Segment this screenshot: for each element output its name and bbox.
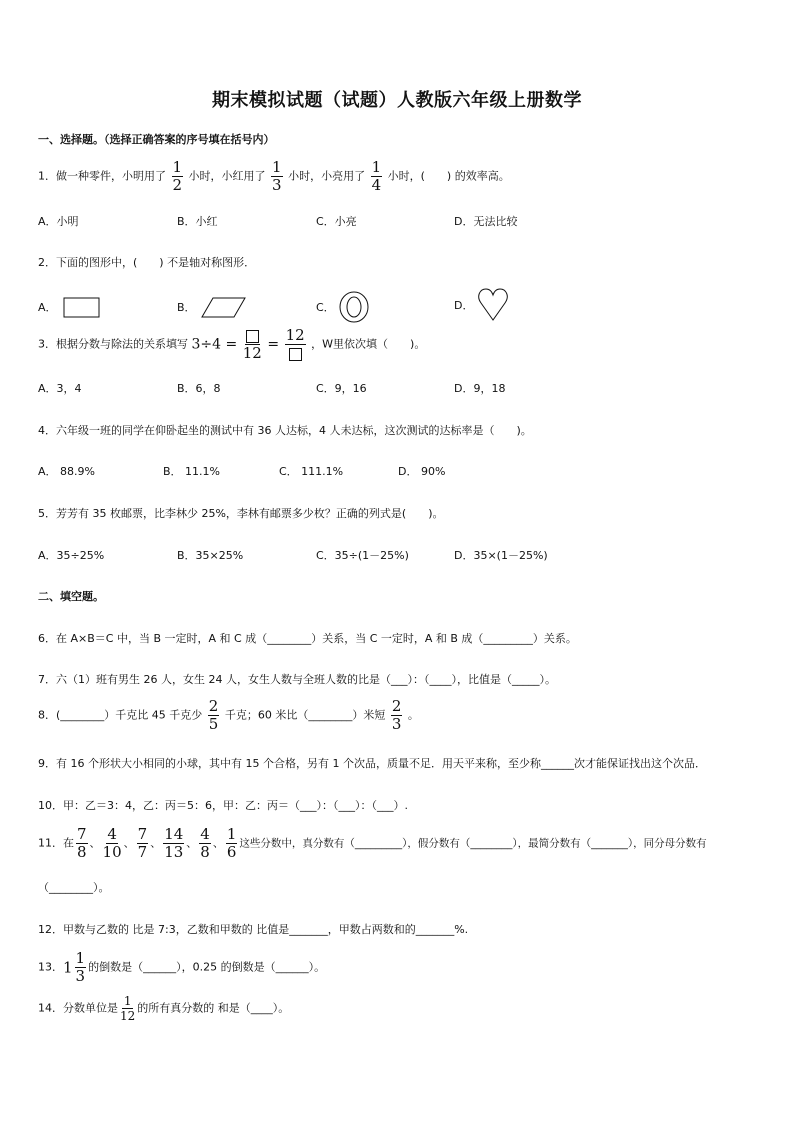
q1-fraction-2: $\frac{1}{3}$ [272,158,282,194]
q5-option-b: B．35×25% [177,549,244,562]
q8-fraction-2: $\frac{2}{3}$ [391,697,402,733]
question-1 [38,160,510,193]
q11-text-b: 这些分数中，真分数有（_________），假分数有（________），最简分数有（_______），同分母分数有 [239,837,707,850]
q8-text-b: 千克；60 米比（________）米短 [224,708,386,722]
question-5: 5．芳芳有 35 枚邮票，比李林少 25%，李林有邮票多少枚？正确的列式是( )。 [38,507,444,520]
q13-fraction: $\frac{1}{3}$ [75,949,86,985]
q3-option-d: D．9，18 [454,382,506,395]
q1-fraction-3: $\frac{1}{4}$ [371,158,382,194]
question-11-continued: （________）。 [38,881,110,894]
q8-text-c: 。 [407,708,419,722]
page-title: 期末模拟试题（试题）人教版六年级上册数学 [212,90,582,111]
q11-separator: 、 [186,836,198,850]
q13-mixed-whole: 1 [63,958,73,977]
q1-fraction-1: $\frac{1}{2}$ [172,158,183,194]
q14-fraction: $\frac{1}{12}$ [120,994,136,1023]
q1-option-d: D．无法比较 [454,215,518,228]
q2-option-b [177,296,247,320]
q13-text-b: 的倒数是（______），0.25 的倒数是（______）。 [88,960,326,974]
q3-text-b: ，W里依次填（ )。 [311,337,426,351]
q3-expression: 3÷4 = [191,336,238,353]
q11-fraction-5: $\frac{4}{8}$ [200,825,210,861]
q5-option-d: D．35×(1－25%) [454,549,548,562]
q11-fraction-6: $\frac{1}{6}$ [226,825,237,861]
question-11 [38,827,707,860]
question-2: 2．下面的图形中，( ) 不是轴对称图形． [38,256,256,269]
question-3 [38,328,425,361]
blank-box-icon [246,330,259,343]
q11-fraction-4: $\frac{14}{13}$ [164,825,184,861]
heart-icon [477,287,509,323]
q2-option-d-label: D． [454,299,474,312]
q14-text-a: 14．分数单位是 [38,1001,118,1015]
q5-option-a: A．35÷25% [38,549,105,562]
q11-fraction-3: $\frac{7}{7}$ [137,825,148,861]
q2-option-a [38,296,102,320]
q3-fraction-1: 12 [243,328,262,361]
q11-fraction-2: $\frac{4}{10}$ [102,825,122,861]
q4-option-b: B． 11.1% [163,465,220,478]
question-10: 10．甲：乙＝3：4，乙：丙＝5：6，甲：乙：丙＝（___）：（___）：（___）. [38,799,408,812]
blank-box-icon [289,348,302,361]
q1-option-c: C．小亮 [316,215,357,228]
question-4: 4．六年级一班的同学在仰卧起坐的测试中有 36 人达标，4 人未达标，这次测试的达标率是（ )。 [38,424,532,437]
q1-option-b: B．小红 [177,215,218,228]
section-heading-choice: 一、选择题。（选择正确答案的序号填在括号内） [38,133,275,146]
q14-text-b: 的所有真分数的 和是（____）。 [137,1001,290,1015]
q3-text-a: 3．根据分数与除法的关系填写 [38,337,188,351]
q1-text-d: 小时，( ) 的效率高。 [387,169,510,183]
q3-fraction-2: 12 [285,328,306,361]
q2-option-d [454,287,509,323]
question-8 [38,699,419,732]
parallelogram-icon [201,296,247,320]
q11-separator: 、 [89,836,101,850]
q13-text-a: 13． [38,960,63,974]
q11-separator: 、 [150,836,162,850]
q2-option-a-label: A． [38,301,57,314]
q3-equals: = [267,336,280,353]
q3-option-b: B．6，8 [177,382,221,395]
question-7: 7．六（1）班有男生 26 人，女生 24 人，女生人数与全班人数的比是（___）：（____），比值是（_____）。 [38,673,556,686]
question-9: 9．有 16 个形状大小相同的小球，其中有 15 个合格，另有 1 个次品，质量不足．用天平来称，至少称______次才能保证找出这个次品． [38,757,706,770]
q2-option-b-label: B． [177,301,196,314]
q1-option-a: A．小明 [38,215,79,228]
q3-option-a: A．3，4 [38,382,82,395]
q1-text-b: 小时，小红用了 [188,169,266,183]
section-heading-fill: 二、填空题。 [38,590,104,603]
question-14 [38,995,289,1022]
q2-option-c-label: C． [316,301,335,314]
q4-option-c: C． 111.1% [279,465,344,478]
q11-fraction-1: $\frac{7}{8}$ [77,825,87,861]
q11-text-a: 11．在 [38,836,74,850]
q4-option-a: A． 88.9% [38,465,95,478]
q4-option-d: D． 90% [398,465,446,478]
q11-separator: 、 [123,836,135,850]
q1-text-c: 小时，小亮用了 [288,169,366,183]
q11-separator: 、 [212,836,224,850]
q1-text-a: 1．做一种零件，小明用了 [38,169,166,183]
question-12: 12．甲数与乙数的 比是 7:3，乙数和甲数的 比值是_______，甲数占两数和的_______%. [38,923,469,936]
q3-option-c: C．9，16 [316,382,367,395]
q2-option-c [316,290,370,324]
double-ellipse-icon [338,290,370,324]
question-6: 6．在 A×B＝C 中，当 B 一定时，A 和 C 成（________）关系，当 C 一定时，A 和 B 成（_________）关系。 [38,632,577,645]
rectangle-icon [62,296,102,320]
q8-fraction-1: $\frac{2}{5}$ [208,697,219,733]
question-13 [38,951,325,984]
q5-option-c: C．35÷(1－25%) [316,549,409,562]
q8-text-a: 8．(________）千克比 45 千克少 [38,708,203,722]
